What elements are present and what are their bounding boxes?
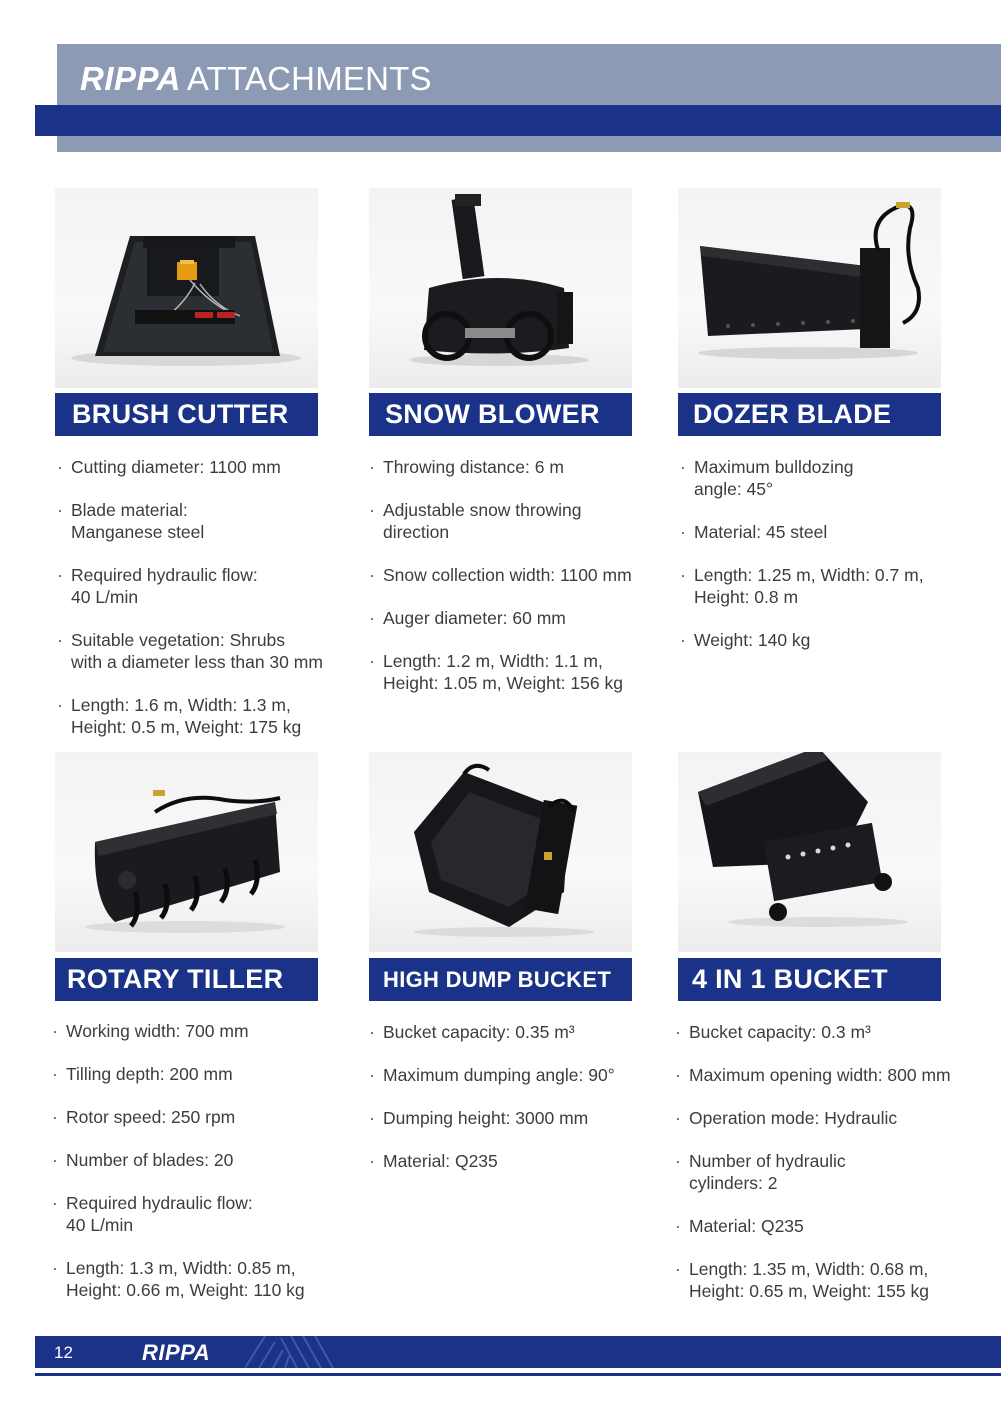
- brush-cutter-specs: [57, 456, 357, 759]
- spec-item: · Number of blades: 20: [52, 1149, 352, 1171]
- four-in-one-bucket-specs: [675, 1021, 975, 1323]
- rotary-tiller-specs: [52, 1020, 352, 1322]
- brush-cutter-image: [55, 188, 318, 388]
- rotary-tiller-image: [55, 752, 318, 952]
- spec-item: · Required hydraulic flow: 40 L/min: [52, 1192, 352, 1236]
- spec-item: · Maximum bulldozing angle: 45°: [680, 456, 980, 500]
- dozer-blade-title: DOZER BLADE: [678, 393, 941, 436]
- spec-item: · Bucket capacity: 0.3 m³: [675, 1021, 975, 1043]
- spec-item: · Number of hydraulic cylinders: 2: [675, 1150, 975, 1194]
- page-number: 12: [54, 1343, 73, 1362]
- spec-item: · Auger diameter: 60 mm: [369, 607, 669, 629]
- spec-item: · Working width: 700 mm: [52, 1020, 352, 1042]
- header-bottom-band: [57, 136, 1001, 152]
- spec-item: · Tilling depth: 200 mm: [52, 1063, 352, 1085]
- spec-item: · Suitable vegetation: Shrubs with a diameter less than 30 mm: [57, 629, 357, 673]
- page-title: [80, 60, 432, 98]
- high-dump-bucket-image: [369, 752, 632, 952]
- footer-rule: [35, 1373, 1001, 1376]
- four-in-one-bucket-title: 4 IN 1 BUCKET: [678, 958, 941, 1001]
- spec-item: · Adjustable snow throwing direction: [369, 499, 669, 543]
- page-title-text: ATTACHMENTS: [186, 60, 432, 97]
- brand-logo-text: RIPPA: [80, 60, 181, 97]
- spec-item: · Required hydraulic flow: 40 L/min: [57, 564, 357, 608]
- spec-item: · Length: 1.2 m, Width: 1.1 m, Height: 1.05 m, Weight: 156 kg: [369, 650, 669, 694]
- snow-blower-title: SNOW BLOWER: [369, 393, 632, 436]
- snow-blower-specs: [369, 456, 669, 715]
- spec-item: · Material: Q235: [369, 1150, 669, 1172]
- dozer-blade-image: [678, 188, 941, 388]
- spec-item: · Rotor speed: 250 rpm: [52, 1106, 352, 1128]
- spec-item: · Blade material: Manganese steel: [57, 499, 357, 543]
- footer-stripes-icon: [245, 1336, 335, 1368]
- dozer-blade-specs: [680, 456, 980, 672]
- spec-item: · Bucket capacity: 0.35 m³: [369, 1021, 669, 1043]
- four-in-one-bucket-image: [678, 752, 941, 952]
- spec-item: · Cutting diameter: 1100 mm: [57, 456, 357, 478]
- spec-item: · Length: 1.35 m, Width: 0.68 m, Height: 0.65 m, Weight: 155 kg: [675, 1258, 975, 1302]
- footer-brand-logo: RIPPA: [142, 1340, 211, 1365]
- spec-item: · Length: 1.25 m, Width: 0.7 m, Height: 0.8 m: [680, 564, 980, 608]
- snow-blower-image: [369, 188, 632, 388]
- spec-item: · Weight: 140 kg: [680, 629, 980, 651]
- high-dump-bucket-specs: [369, 1021, 669, 1193]
- spec-item: · Length: 1.6 m, Width: 1.3 m, Height: 0.5 m, Weight: 175 kg: [57, 694, 357, 738]
- spec-item: · Material: Q235: [675, 1215, 975, 1237]
- rotary-tiller-title: ROTARY TILLER: [55, 958, 318, 1001]
- spec-item: · Operation mode: Hydraulic: [675, 1107, 975, 1129]
- spec-item: · Maximum dumping angle: 90°: [369, 1064, 669, 1086]
- spec-item: · Dumping height: 3000 mm: [369, 1107, 669, 1129]
- spec-item: · Throwing distance: 6 m: [369, 456, 669, 478]
- spec-item: · Maximum opening width: 800 mm: [675, 1064, 975, 1086]
- high-dump-bucket-title: HIGH DUMP BUCKET: [369, 958, 632, 1001]
- spec-item: · Material: 45 steel: [680, 521, 980, 543]
- brush-cutter-title: BRUSH CUTTER: [55, 393, 318, 436]
- spec-item: · Snow collection width: 1100 mm: [369, 564, 669, 586]
- spec-item: · Length: 1.3 m, Width: 0.85 m, Height: 0.66 m, Weight: 110 kg: [52, 1257, 352, 1301]
- header-navy-bar: [35, 105, 1001, 136]
